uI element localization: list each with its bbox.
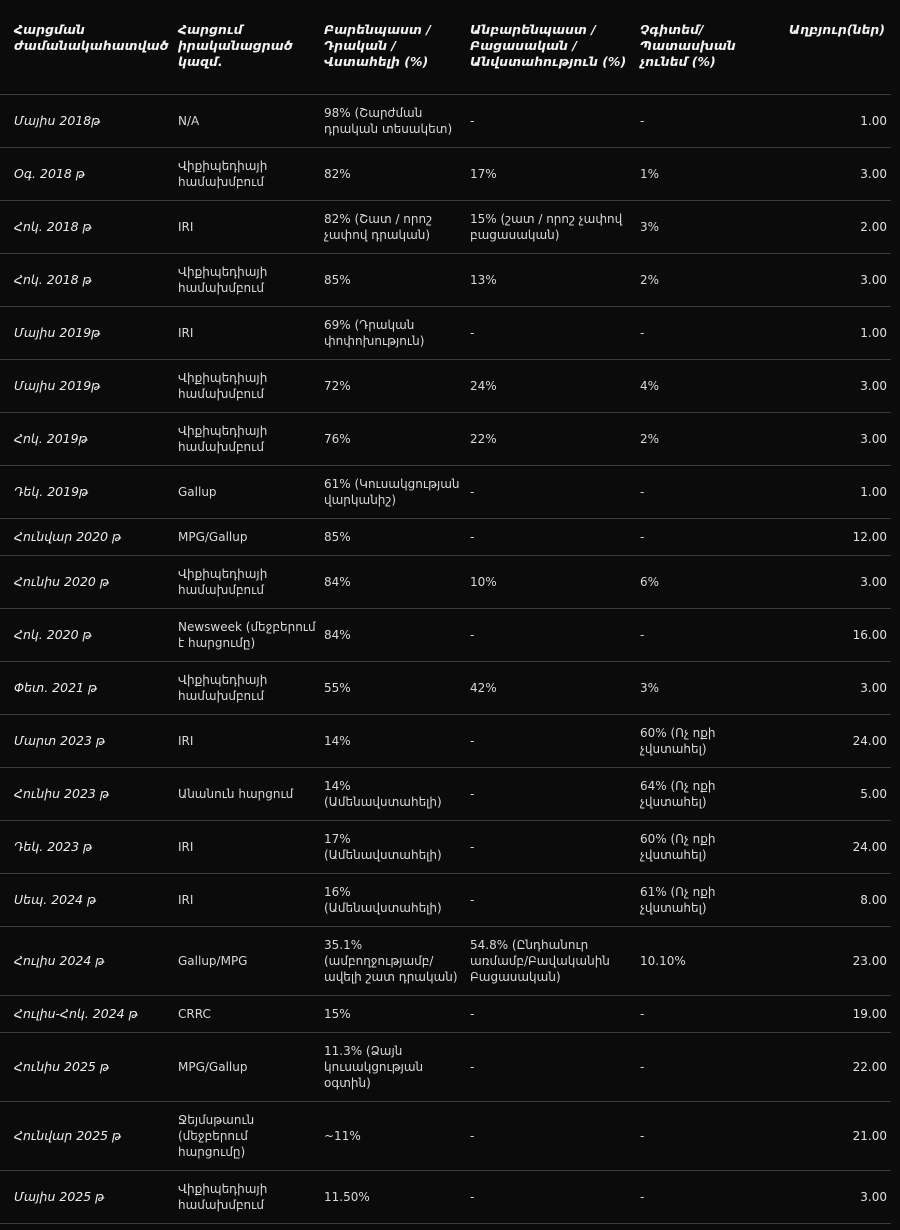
dont-know-cell-text: 64% (Ոչ ոքի չվստահել) — [640, 779, 716, 809]
favorable-cell-text: 76% — [324, 432, 351, 446]
pollster-cell-text: IRI — [178, 326, 194, 340]
date-cell — [0, 609, 178, 662]
favorable-cell-text: 84% — [324, 575, 351, 589]
favorable-cell — [324, 715, 470, 768]
header-period: Հարցման ժամանակահատված — [0, 0, 178, 95]
source-cell — [771, 1171, 891, 1224]
date-cell — [0, 360, 178, 413]
dont-know-cell-text: - — [640, 326, 645, 340]
dont-know-cell-text: 2% — [640, 432, 660, 446]
date-cell — [0, 519, 178, 556]
table-row — [0, 413, 891, 466]
favorable-cell — [324, 874, 470, 927]
dont-know-cell-text: - — [640, 530, 645, 544]
favorable-cell — [324, 95, 470, 148]
pollster-cell — [178, 413, 324, 466]
dont-know-cell — [640, 519, 771, 556]
unfavorable-cell-text: 22% — [470, 432, 497, 446]
favorable-cell-text: 98% (Շարժման դրական տեսակետ) — [324, 106, 453, 136]
date-cell — [0, 556, 178, 609]
pollster-cell — [178, 874, 324, 927]
dont-know-cell-text: - — [640, 628, 645, 642]
dont-know-cell-text: 6% — [640, 575, 660, 589]
favorable-cell-text: 35.1% (ամբողջությամբ/ավելի շատ դրական) — [324, 938, 458, 984]
source-cell-text: 12.00 — [852, 530, 887, 544]
favorable-cell — [324, 201, 470, 254]
date-cell-text: Դեկ. 2023 թ — [14, 839, 93, 854]
pollster-cell-text: IRI — [178, 840, 194, 854]
unfavorable-cell-text: 54.8% (Ընդհանուր առմամբ/Բավականին Բացասական) — [470, 938, 610, 984]
header-pollster: Հարցում իրականացրած կազմ. — [178, 0, 324, 95]
table-row — [0, 556, 891, 609]
table-body — [0, 95, 891, 1224]
favorable-cell — [324, 519, 470, 556]
dont-know-cell-text: 60% (Ոչ ոքի չվստահել) — [640, 832, 716, 862]
pollster-cell-text: Վիքիպեդիայի համախմբում — [178, 673, 268, 703]
unfavorable-cell — [470, 1102, 640, 1171]
source-cell — [771, 1033, 891, 1102]
unfavorable-cell-text: - — [470, 840, 475, 854]
unfavorable-cell-text: - — [470, 1190, 475, 1204]
favorable-cell — [324, 254, 470, 307]
dont-know-cell-text: - — [640, 1060, 645, 1074]
unfavorable-cell-text: - — [470, 1060, 475, 1074]
unfavorable-cell — [470, 148, 640, 201]
dont-know-cell — [640, 1171, 771, 1224]
favorable-cell-text: 11.3% (Ձայն կուսակցության օգտին) — [324, 1044, 424, 1090]
dont-know-cell-text: - — [640, 1007, 645, 1021]
unfavorable-cell-text: - — [470, 734, 475, 748]
pollster-cell-text: MPG/Gallup — [178, 530, 248, 544]
date-cell-text: Հոկ. 2018 թ — [14, 272, 92, 287]
dont-know-cell-text: - — [640, 1129, 645, 1143]
date-cell — [0, 466, 178, 519]
source-cell — [771, 821, 891, 874]
favorable-cell — [324, 466, 470, 519]
header-dont-know: Չգիտեմ/ Պատասխան չունեմ (%) — [640, 0, 771, 95]
pollster-cell-text: IRI — [178, 893, 194, 907]
favorable-cell — [324, 1171, 470, 1224]
pollster-cell — [178, 715, 324, 768]
unfavorable-cell — [470, 1171, 640, 1224]
dont-know-cell-text: 4% — [640, 379, 660, 393]
unfavorable-cell-text: - — [470, 628, 475, 642]
unfavorable-cell — [470, 715, 640, 768]
pollster-cell-text: Վիքիպեդիայի համախմբում — [178, 567, 268, 597]
source-cell-text: 3.00 — [860, 379, 887, 393]
dont-know-cell — [640, 307, 771, 360]
pollster-cell — [178, 307, 324, 360]
source-cell — [771, 609, 891, 662]
pollster-cell — [178, 95, 324, 148]
date-cell — [0, 768, 178, 821]
table-row — [0, 768, 891, 821]
unfavorable-cell-text: - — [470, 114, 475, 128]
table-row — [0, 609, 891, 662]
table-row — [0, 201, 891, 254]
source-cell — [771, 413, 891, 466]
favorable-cell-text: 16% (Ամենավստահելի) — [324, 885, 442, 915]
pollster-cell — [178, 996, 324, 1033]
pollster-cell — [178, 360, 324, 413]
unfavorable-cell — [470, 609, 640, 662]
source-cell-text: 23.00 — [852, 954, 887, 968]
pollster-cell-text: Վիքիպեդիայի համախմբում — [178, 371, 268, 401]
unfavorable-cell-text: - — [470, 1007, 475, 1021]
dont-know-cell-text: 61% (Ոչ ոքի չվստահել) — [640, 885, 716, 915]
pollster-cell — [178, 556, 324, 609]
date-cell-text: Մայիս 2019թ — [14, 325, 101, 340]
unfavorable-cell — [470, 556, 640, 609]
favorable-cell-text: 85% — [324, 530, 351, 544]
source-cell-text: 19.00 — [852, 1007, 887, 1021]
favorable-cell — [324, 307, 470, 360]
table-row — [0, 927, 891, 996]
favorable-cell-text: 14% (Ամենավստահելի) — [324, 779, 442, 809]
pollster-cell — [178, 1171, 324, 1224]
favorable-cell — [324, 768, 470, 821]
unfavorable-cell-text: 15% (շատ / որոշ չափով բացասական) — [470, 212, 623, 242]
pollster-cell-text: IRI — [178, 734, 194, 748]
date-cell-text: Մայիս 2019թ — [14, 378, 101, 393]
favorable-cell-text: 55% — [324, 681, 351, 695]
table-row — [0, 996, 891, 1033]
source-cell-text: 21.00 — [852, 1129, 887, 1143]
date-cell — [0, 307, 178, 360]
date-cell — [0, 254, 178, 307]
unfavorable-cell — [470, 662, 640, 715]
unfavorable-cell-text: 24% — [470, 379, 497, 393]
unfavorable-cell-text: - — [470, 485, 475, 499]
source-cell — [771, 662, 891, 715]
favorable-cell — [324, 1033, 470, 1102]
source-cell — [771, 715, 891, 768]
table-row — [0, 1171, 891, 1224]
date-cell-text: Հունիս 2025 թ — [14, 1059, 110, 1074]
date-cell — [0, 1171, 178, 1224]
unfavorable-cell — [470, 519, 640, 556]
date-cell-text: Հունվար 2020 թ — [14, 529, 122, 544]
favorable-cell-text: 11.50% — [324, 1190, 370, 1204]
source-cell-text: 3.00 — [860, 681, 887, 695]
dont-know-cell — [640, 768, 771, 821]
date-cell-text: Օգ. 2018 թ — [14, 166, 86, 181]
pollster-cell — [178, 609, 324, 662]
unfavorable-cell — [470, 821, 640, 874]
source-cell — [771, 1102, 891, 1171]
dont-know-cell — [640, 254, 771, 307]
dont-know-cell — [640, 609, 771, 662]
favorable-cell-text: ~11% — [324, 1129, 361, 1143]
date-cell-text: Հուլիս 2024 թ — [14, 953, 105, 968]
source-cell — [771, 519, 891, 556]
favorable-cell — [324, 821, 470, 874]
favorable-cell — [324, 609, 470, 662]
dont-know-cell — [640, 1102, 771, 1171]
dont-know-cell-text: - — [640, 1190, 645, 1204]
dont-know-cell — [640, 662, 771, 715]
source-cell — [771, 996, 891, 1033]
pollster-cell-text: Ջեյմսթաուն (մեջբերում հարցումը) — [178, 1113, 255, 1159]
unfavorable-cell-text: - — [470, 1129, 475, 1143]
date-cell — [0, 662, 178, 715]
dont-know-cell-text: 3% — [640, 681, 660, 695]
source-cell-text: 3.00 — [860, 432, 887, 446]
date-cell-text: Մարտ 2023 թ — [14, 733, 106, 748]
dont-know-cell-text: 1% — [640, 167, 660, 181]
source-cell-text: 5.00 — [860, 787, 887, 801]
pollster-cell — [178, 768, 324, 821]
dont-know-cell — [640, 715, 771, 768]
pollster-cell — [178, 1033, 324, 1102]
pollster-cell-text: IRI — [178, 220, 194, 234]
date-cell — [0, 95, 178, 148]
pollster-cell — [178, 148, 324, 201]
pollster-cell-text: Վիքիպեդիայի համախմբում — [178, 265, 268, 295]
source-cell-text: 1.00 — [860, 114, 887, 128]
source-cell-text: 1.00 — [860, 326, 887, 340]
date-cell-text: Հունվար 2025 թ — [14, 1128, 122, 1143]
source-cell-text: 3.00 — [860, 167, 887, 181]
pollster-cell-text: N/A — [178, 114, 200, 128]
table-row — [0, 148, 891, 201]
unfavorable-cell-text: - — [470, 787, 475, 801]
table-row — [0, 95, 891, 148]
source-cell — [771, 556, 891, 609]
date-cell — [0, 413, 178, 466]
pollster-cell — [178, 662, 324, 715]
dont-know-cell — [640, 466, 771, 519]
favorable-cell-text: 82% — [324, 167, 351, 181]
source-cell — [771, 768, 891, 821]
table-row — [0, 307, 891, 360]
table-row — [0, 360, 891, 413]
date-cell-text: Հունիս 2020 թ — [14, 574, 110, 589]
date-cell — [0, 1102, 178, 1171]
pollster-cell — [178, 466, 324, 519]
date-cell — [0, 1033, 178, 1102]
date-cell — [0, 201, 178, 254]
favorable-cell — [324, 148, 470, 201]
pollster-cell-text: Gallup — [178, 485, 217, 499]
dont-know-cell — [640, 148, 771, 201]
favorable-cell-text: 82% (Շատ / որոշ չափով դրական) — [324, 212, 433, 242]
date-cell-text: Հունիս 2023 թ — [14, 786, 110, 801]
unfavorable-cell — [470, 360, 640, 413]
date-cell-text: Սեպ. 2024 թ — [14, 892, 97, 907]
pollster-cell — [178, 254, 324, 307]
dont-know-cell-text: 10.10% — [640, 954, 686, 968]
favorable-cell — [324, 927, 470, 996]
favorable-cell-text: 15% — [324, 1007, 351, 1021]
pollster-cell — [178, 927, 324, 996]
dont-know-cell — [640, 996, 771, 1033]
dont-know-cell — [640, 1033, 771, 1102]
date-cell — [0, 715, 178, 768]
source-cell — [771, 95, 891, 148]
favorable-cell — [324, 1102, 470, 1171]
pollster-cell-text: Newsweek (մեջբերում է հարցումը) — [178, 620, 316, 650]
favorable-cell — [324, 413, 470, 466]
unfavorable-cell — [470, 201, 640, 254]
unfavorable-cell-text: - — [470, 893, 475, 907]
source-cell-text: 2.00 — [860, 220, 887, 234]
date-cell — [0, 927, 178, 996]
pollster-cell-text: Gallup/MPG — [178, 954, 248, 968]
date-cell-text: Հոկ. 2019թ — [14, 431, 88, 446]
favorable-cell-text: 61% (Կուսակցության վարկանիշ) — [324, 477, 460, 507]
table-header — [0, 0, 891, 95]
pollster-cell — [178, 1102, 324, 1171]
source-cell-text: 8.00 — [860, 893, 887, 907]
pollster-cell — [178, 821, 324, 874]
unfavorable-cell-text: 17% — [470, 167, 497, 181]
pollster-cell-text: Անանուն հարցում — [178, 787, 294, 801]
unfavorable-cell — [470, 307, 640, 360]
dont-know-cell — [640, 95, 771, 148]
table-row — [0, 1033, 891, 1102]
table-row — [0, 662, 891, 715]
favorable-cell — [324, 556, 470, 609]
pollster-cell — [178, 201, 324, 254]
unfavorable-cell-text: - — [470, 326, 475, 340]
date-cell-text: Փետ. 2021 թ — [14, 680, 98, 695]
unfavorable-cell — [470, 1033, 640, 1102]
dont-know-cell — [640, 360, 771, 413]
table-row — [0, 1102, 891, 1171]
dont-know-cell — [640, 927, 771, 996]
unfavorable-cell — [470, 95, 640, 148]
date-cell — [0, 996, 178, 1033]
dont-know-cell-text: 2% — [640, 273, 660, 287]
unfavorable-cell — [470, 996, 640, 1033]
header-sources: Աղբյուր(ներ) — [771, 0, 891, 95]
favorable-cell-text: 14% — [324, 734, 351, 748]
source-cell — [771, 148, 891, 201]
source-cell-text: 3.00 — [860, 575, 887, 589]
header-favorable: Բարենպաստ / Դրական / Վստահելի (%) — [324, 0, 470, 95]
source-cell-text: 24.00 — [852, 840, 887, 854]
table-row — [0, 874, 891, 927]
source-cell — [771, 254, 891, 307]
dont-know-cell-text: - — [640, 485, 645, 499]
source-cell-text: 3.00 — [860, 273, 887, 287]
source-cell — [771, 360, 891, 413]
date-cell — [0, 821, 178, 874]
unfavorable-cell-text: 42% — [470, 681, 497, 695]
favorable-cell-text: 85% — [324, 273, 351, 287]
unfavorable-cell — [470, 874, 640, 927]
pollster-cell-text: Վիքիպեդիայի համախմբում — [178, 424, 268, 454]
dont-know-cell-text: 60% (Ոչ ոքի չվստահել) — [640, 726, 716, 756]
header-unfavorable: Անբարենպաստ / Բացասական / Անվստահություն (%) — [470, 0, 640, 95]
source-cell-text: 16.00 — [852, 628, 887, 642]
table-row — [0, 715, 891, 768]
unfavorable-cell — [470, 413, 640, 466]
pollster-cell-text: CRRC — [178, 1007, 211, 1021]
table-row — [0, 254, 891, 307]
source-cell-text: 1.00 — [860, 485, 887, 499]
favorable-cell — [324, 996, 470, 1033]
date-cell-text: Դեկ. 2019թ — [14, 484, 89, 499]
unfavorable-cell — [470, 254, 640, 307]
date-cell-text: Մայիս 2018թ — [14, 113, 101, 128]
favorable-cell-text: 69% (Դրական փոփոխություն) — [324, 318, 425, 348]
unfavorable-cell — [470, 768, 640, 821]
pollster-cell — [178, 519, 324, 556]
unfavorable-cell — [470, 466, 640, 519]
source-cell-text: 24.00 — [852, 734, 887, 748]
table-row — [0, 821, 891, 874]
source-cell — [771, 201, 891, 254]
unfavorable-cell-text: 10% — [470, 575, 497, 589]
pollster-cell-text: Վիքիպեդիայի համախմբում — [178, 159, 268, 189]
date-cell — [0, 148, 178, 201]
favorable-cell-text: 72% — [324, 379, 351, 393]
unfavorable-cell — [470, 927, 640, 996]
unfavorable-cell-text: 13% — [470, 273, 497, 287]
dont-know-cell — [640, 201, 771, 254]
header-row — [0, 0, 891, 95]
unfavorable-cell-text: - — [470, 530, 475, 544]
dont-know-cell — [640, 556, 771, 609]
source-cell-text: 3.00 — [860, 1190, 887, 1204]
source-cell — [771, 927, 891, 996]
dont-know-cell — [640, 874, 771, 927]
dont-know-cell — [640, 413, 771, 466]
pollster-cell-text: MPG/Gallup — [178, 1060, 248, 1074]
date-cell — [0, 874, 178, 927]
dont-know-cell-text: - — [640, 114, 645, 128]
source-cell — [771, 874, 891, 927]
date-cell-text: Հուլիս-Հոկ. 2024 թ — [14, 1006, 138, 1021]
source-cell — [771, 466, 891, 519]
date-cell-text: Մայիս 2025 թ — [14, 1189, 105, 1204]
favorable-cell-text: 17% (Ամենավստահելի) — [324, 832, 442, 862]
table-row — [0, 519, 891, 556]
dont-know-cell — [640, 821, 771, 874]
dont-know-cell-text: 3% — [640, 220, 660, 234]
source-cell — [771, 307, 891, 360]
favorable-cell — [324, 662, 470, 715]
table-row — [0, 466, 891, 519]
favorable-cell-text: 84% — [324, 628, 351, 642]
date-cell-text: Հոկ. 2020 թ — [14, 627, 92, 642]
favorable-cell — [324, 360, 470, 413]
source-cell-text: 22.00 — [852, 1060, 887, 1074]
pollster-cell-text: Վիքիպեդիայի համախմբում — [178, 1182, 268, 1212]
date-cell-text: Հոկ. 2018 թ — [14, 219, 92, 234]
